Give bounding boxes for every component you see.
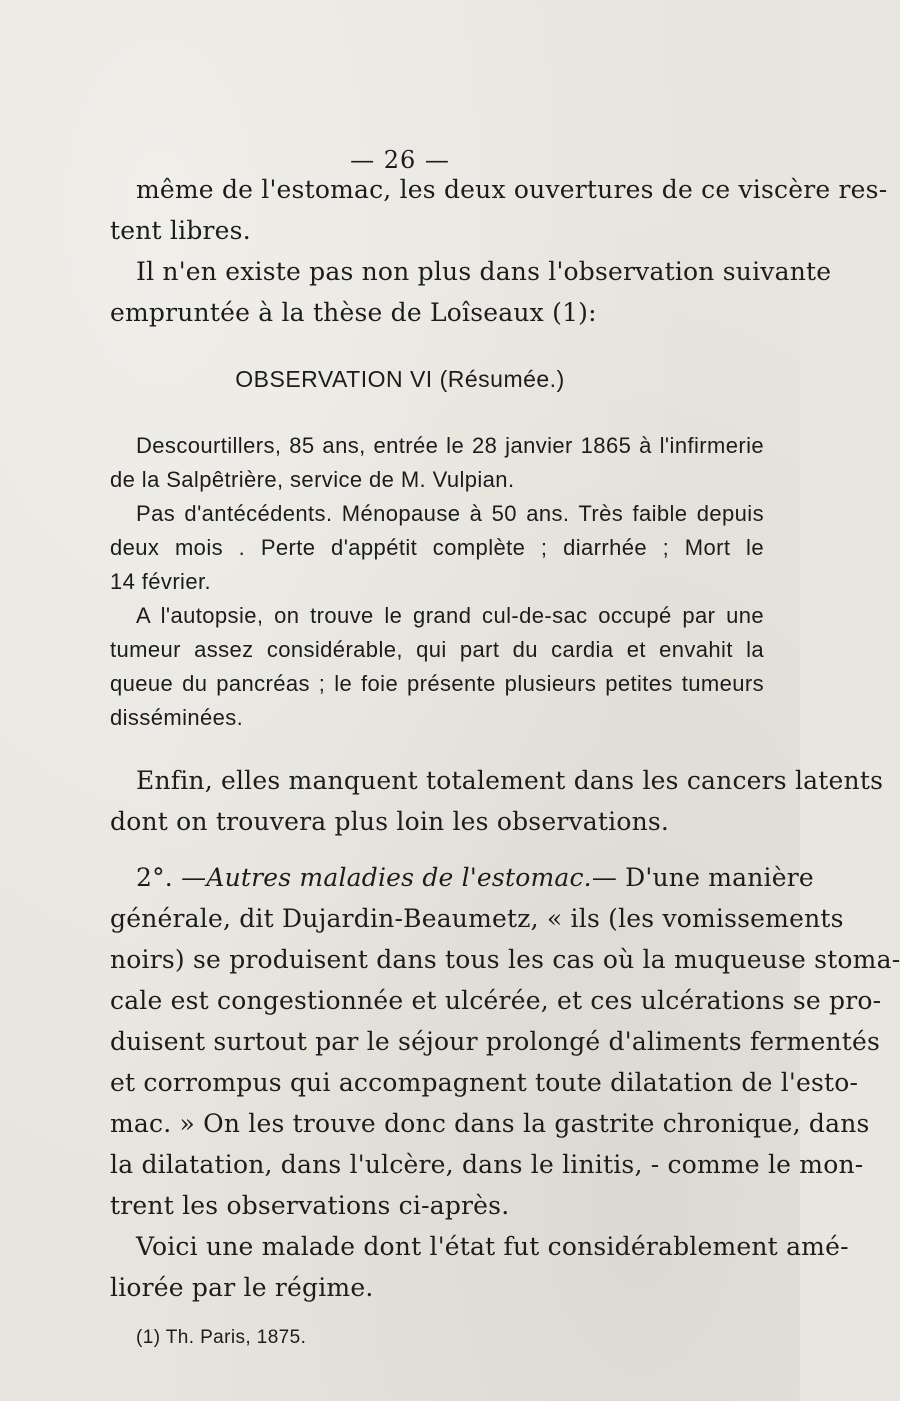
- observation-line: 14 février.: [110, 569, 212, 594]
- text-line: la dilatation, dans l'ulcère, dans le linitis, - comme le mon-: [110, 1150, 864, 1179]
- text-line: générale, dit Dujardin-Beaumetz, « ils (les vomissements: [110, 904, 844, 933]
- observation-line: Pas d'antécédents. Ménopause à 50 ans. Très faible depuis: [136, 501, 764, 526]
- text-line: liorée par le régime.: [110, 1273, 374, 1302]
- observation-line: queue du pancréas ; le foie présente plusieurs petites tumeurs: [110, 671, 764, 696]
- text-line: tent libres.: [110, 216, 251, 245]
- text-line: mac. » On les trouve donc dans la gastrite chronique, dans: [110, 1109, 870, 1138]
- text-line: et corrompus qui accompagnent toute dilatation de l'esto-: [110, 1068, 859, 1097]
- footnote: (1) Th. Paris, 1875.: [136, 1327, 307, 1348]
- observation-line: A l'autopsie, on trouve le grand cul-de-sac occupé par une: [136, 603, 764, 628]
- text-line: même de l'estomac, les deux ouvertures de ce viscère res-: [136, 175, 888, 204]
- text-line: Il n'en existe pas non plus dans l'observation suivante: [136, 257, 832, 286]
- section-number: 2°. —: [136, 863, 207, 892]
- section-heading-line: [136, 863, 814, 892]
- observation-line: deux mois . Perte d'appétit complète ; diarrhée ; Mort le: [110, 535, 764, 560]
- text-line: cale est congestionnée et ulcérée, et ces ulcérations se pro-: [110, 986, 882, 1015]
- page-number: — 26 —: [350, 146, 450, 174]
- section-title: Autres maladies de l'estomac.: [206, 863, 592, 892]
- text-line: noirs) se produisent dans tous les cas où la muqueuse stoma-: [110, 945, 900, 974]
- text-line: dont on trouvera plus loin les observations.: [110, 807, 670, 836]
- observation-line: Descourtillers, 85 ans, entrée le 28 janvier 1865 à l'infirmerie: [136, 433, 764, 458]
- observation-line: de la Salpêtrière, service de M. Vulpian.: [110, 467, 515, 492]
- observation-line: tumeur assez considérable, qui part du cardia et envahit la: [110, 637, 764, 662]
- text-line: duisent surtout par le séjour prolongé d'aliments fermentés: [110, 1027, 881, 1056]
- text-line: empruntée à la thèse de Loîseaux (1):: [110, 298, 597, 327]
- section-heading-rest: — D'une manière: [591, 863, 814, 892]
- text-line: trent les observations ci-après.: [110, 1191, 510, 1220]
- observation-line: disséminées.: [110, 705, 244, 730]
- observation-title: OBSERVATION VI (Résumée.): [235, 366, 565, 392]
- text-line: Enfin, elles manquent totalement dans les cancers latents: [136, 766, 884, 795]
- text-line: Voici une malade dont l'état fut considérablement amé-: [136, 1232, 849, 1261]
